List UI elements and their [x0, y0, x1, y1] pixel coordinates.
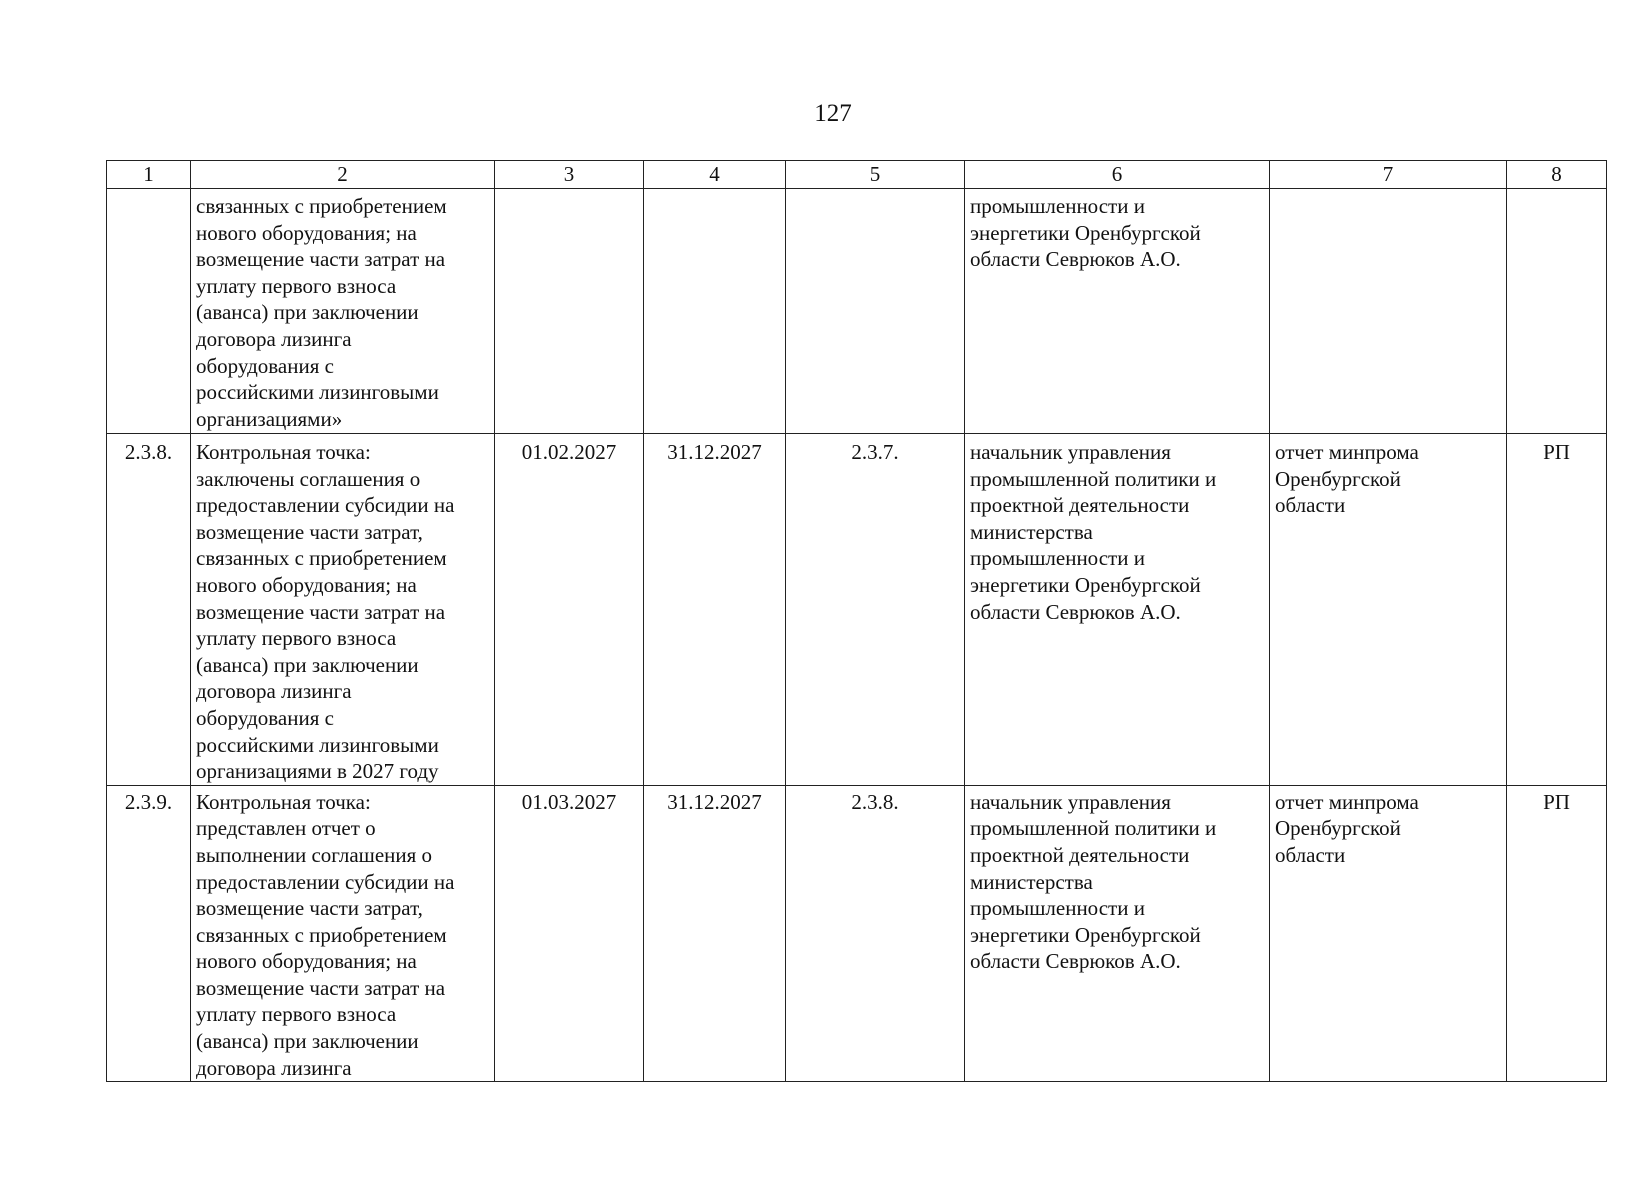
- table-header-row: [107, 161, 1607, 189]
- cell-result: отчет минпрома Оренбургской области: [1270, 785, 1507, 1082]
- cell-level: РП: [1507, 785, 1607, 1082]
- cell-description: Контрольная точка: заключены соглашения о предоставлении субсидии на возмещение части затрат, связанных с приобретением нового оборудования; на возмещение части затрат на уплату первого взноса (аванса) при заключении договора лизинга оборудования с российскими лизинговыми организациями в 2027 году: [191, 434, 495, 786]
- header-col-1: 1: [107, 161, 191, 189]
- header-col-7: 7: [1270, 161, 1507, 189]
- cell-number: [107, 189, 191, 434]
- table-row: [107, 785, 1607, 1082]
- header-col-5: 5: [786, 161, 965, 189]
- table-row: [107, 434, 1607, 786]
- cell-responsible: начальник управления промышленной политики и проектной деятельности министерства промышленности и энергетики Оренбургской области Севрюков А.О.: [965, 434, 1270, 786]
- cell-start-date: [495, 189, 644, 434]
- plan-table: [106, 160, 1607, 1082]
- cell-level: [1507, 189, 1607, 434]
- page-number: 127: [814, 100, 852, 127]
- cell-description: связанных с приобретением нового оборудования; на возмещение части затрат на уплату первого взноса (аванса) при заключении договора лизинга оборудования с российскими лизинговыми организациями»: [191, 189, 495, 434]
- cell-end-date: 31.12.2027: [644, 785, 786, 1082]
- cell-result: [1270, 189, 1507, 434]
- cell-end-date: [644, 189, 786, 434]
- cell-predecessor: 2.3.7.: [786, 434, 965, 786]
- cell-description: Контрольная точка: представлен отчет о выполнении соглашения о предоставлении субсидии на возмещение части затрат, связанных с приобретением нового оборудования; на возмещение части затрат на уплату первого взноса (аванса) при заключении договора лизинга: [191, 785, 495, 1082]
- cell-number: 2.3.8.: [107, 434, 191, 786]
- table-row: [107, 189, 1607, 434]
- header-col-2: 2: [191, 161, 495, 189]
- cell-level: РП: [1507, 434, 1607, 786]
- cell-predecessor: 2.3.8.: [786, 785, 965, 1082]
- cell-responsible: начальник управления промышленной политики и проектной деятельности министерства промышленности и энергетики Оренбургской области Севрюков А.О.: [965, 785, 1270, 1082]
- cell-number: 2.3.9.: [107, 785, 191, 1082]
- cell-responsible: промышленности и энергетики Оренбургской области Севрюков А.О.: [965, 189, 1270, 434]
- cell-start-date: 01.03.2027: [495, 785, 644, 1082]
- cell-predecessor: [786, 189, 965, 434]
- header-col-3: 3: [495, 161, 644, 189]
- cell-result: отчет минпрома Оренбургской области: [1270, 434, 1507, 786]
- cell-end-date: 31.12.2027: [644, 434, 786, 786]
- cell-start-date: 01.02.2027: [495, 434, 644, 786]
- header-col-8: 8: [1507, 161, 1607, 189]
- header-col-4: 4: [644, 161, 786, 189]
- header-col-6: 6: [965, 161, 1270, 189]
